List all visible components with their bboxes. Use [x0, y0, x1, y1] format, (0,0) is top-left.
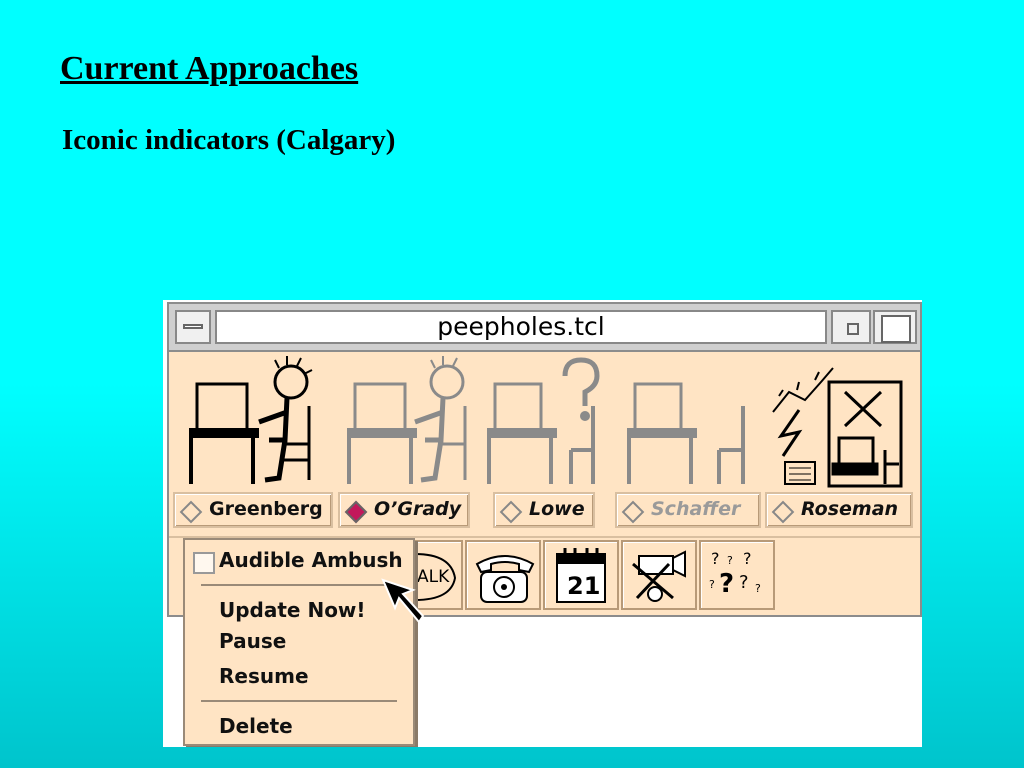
roseman-presence-icon[interactable] [773, 368, 901, 486]
slide-subtitle: Iconic indicators (Calgary) [62, 124, 396, 156]
telephone-button[interactable] [465, 540, 541, 610]
iconify-icon [847, 323, 859, 335]
person-button-schaffer[interactable] [615, 492, 761, 528]
maximize-button[interactable] [873, 310, 917, 344]
menu-item-resume[interactable]: Resume [219, 664, 309, 688]
window-menu-button[interactable] [175, 310, 211, 344]
lowe-presence-icon[interactable] [489, 360, 597, 484]
presence-figures [169, 352, 920, 492]
svg-text:?: ? [711, 549, 720, 568]
iconify-button[interactable] [831, 310, 871, 344]
menu-separator [201, 700, 397, 702]
radio-indicator-selected [345, 501, 368, 524]
svg-text:?: ? [755, 582, 761, 595]
radio-indicator [772, 501, 795, 524]
video-camera-icon [625, 544, 695, 608]
greenberg-presence-icon[interactable] [191, 356, 312, 484]
menu-item-pause[interactable]: Pause [219, 629, 287, 653]
question-marks-icon [703, 544, 773, 608]
window-menu-icon [183, 324, 203, 329]
svg-text:?: ? [709, 578, 715, 591]
people-selector-row [173, 492, 920, 532]
person-name: Lowe [529, 498, 585, 520]
person-button-roseman[interactable] [765, 492, 913, 528]
ogrady-presence-icon[interactable] [349, 356, 465, 484]
person-button-greenberg[interactable] [173, 492, 333, 528]
talk-label: ALK [417, 567, 450, 587]
person-name: Greenberg [209, 498, 323, 520]
window-title: peepholes.tcl [215, 310, 827, 344]
calendar-button[interactable] [543, 540, 619, 610]
menu-item-update-now[interactable]: Update Now! [219, 598, 366, 622]
title-bar[interactable] [169, 304, 920, 352]
context-menu [183, 538, 415, 746]
unknown-tool-button[interactable] [699, 540, 775, 610]
audible-ambush-checkbox[interactable] [193, 552, 215, 574]
radio-indicator [180, 501, 203, 524]
menu-separator [201, 584, 397, 586]
radio-indicator [500, 501, 523, 524]
svg-text:?: ? [727, 554, 733, 567]
maximize-icon [881, 315, 911, 343]
calendar-day: 21 [567, 572, 601, 600]
svg-text:?: ? [739, 572, 749, 593]
schaffer-presence-icon[interactable] [629, 384, 743, 484]
svg-text:?: ? [743, 549, 752, 568]
person-name: Schaffer [651, 498, 741, 520]
audible-ambush-label[interactable]: Audible Ambush [219, 548, 403, 572]
radio-indicator [622, 501, 645, 524]
calendar-icon [547, 544, 617, 608]
video-camera-button[interactable] [621, 540, 697, 610]
person-button-ogrady[interactable] [338, 492, 470, 528]
menu-item-delete[interactable]: Delete [219, 714, 293, 738]
screenshot-panel [163, 300, 922, 747]
person-name: O’Grady [374, 498, 462, 520]
telephone-icon [469, 544, 539, 608]
slide-title: Current Approaches [60, 50, 359, 87]
mouse-pointer-icon [381, 578, 425, 628]
svg-text:?: ? [719, 569, 735, 599]
person-button-lowe[interactable] [493, 492, 595, 528]
person-name: Roseman [801, 498, 899, 520]
